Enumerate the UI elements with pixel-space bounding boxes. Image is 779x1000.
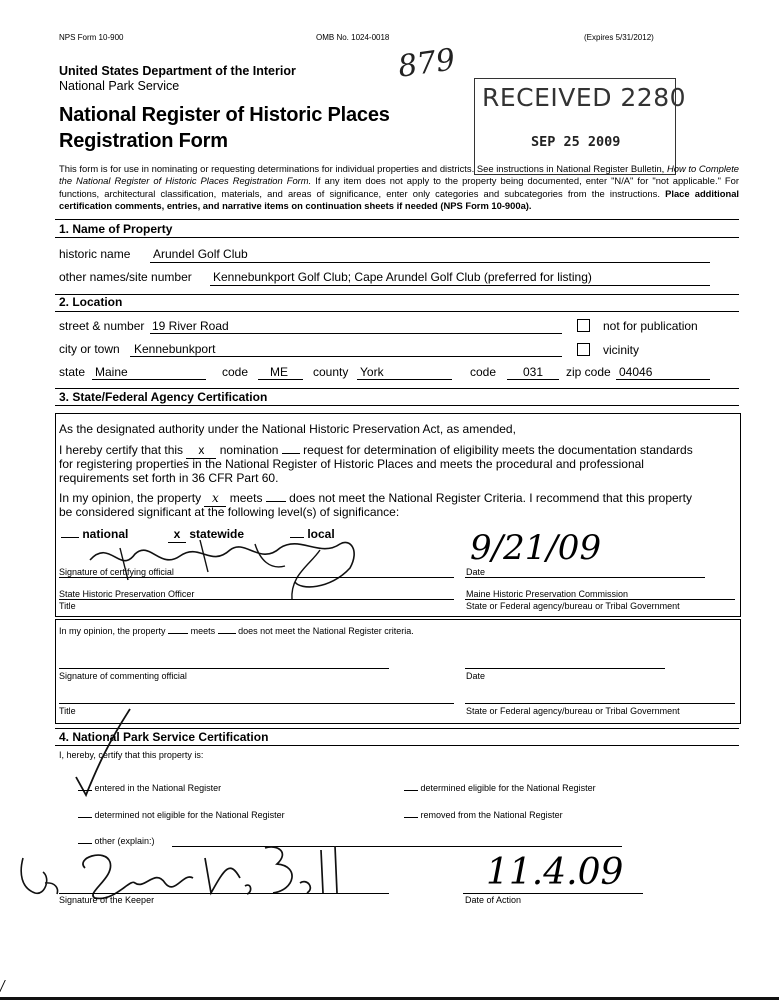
option-entered: entered in the National Register [78,783,221,793]
city-value: Kennebunkport [134,342,216,356]
signature-certifying-label: Signature of certifying official [59,567,174,577]
keeper-date-value: 11.4.09 [486,852,624,893]
section-1-heading: 1. Name of Property [59,222,173,236]
stamp-date: SEP 25 2009 [531,134,621,150]
section-4-heading: 4. National Park Service Certification [59,730,269,744]
keeper-intro: I, hereby, certify that this property is: [59,750,204,760]
street-value: 19 River Road [152,319,229,333]
option-other: other (explain:) [78,836,155,846]
comment-signature-label: Signature of commenting official [59,671,187,681]
option-removed: removed from the National Register [404,810,563,820]
option-determined-eligible: determined eligible for the National Register [404,783,596,793]
not-for-publication-checkbox [577,319,590,332]
stamp-received-text: RECEIVED 2280 [482,83,687,112]
comment-title-label: Title [59,706,76,716]
handwritten-number: 879 [395,42,458,85]
state-value: Maine [95,365,128,379]
county-code-label: code [470,365,497,379]
section-3-heading: 3. State/Federal Agency Certification [59,390,268,404]
other-names-value: Kennebunkport Golf Club; Cape Arundel Golf Club (preferred for listing) [213,270,592,284]
not-for-publication-label: not for publication [603,319,698,333]
shpo-agency-label: State or Federal agency/bureau or Tribal Government [466,601,680,611]
form-title: National Register of Historic Places [59,104,390,126]
vicinity-checkbox [577,343,590,356]
county-code-value: 031 [523,365,544,379]
comment-opinion-text: In my opinion, the property meets does not meet the National Register criteria. [59,626,414,636]
county-value: York [360,365,384,379]
level-national: national [61,528,128,542]
zip-label: zip code [566,365,611,379]
section-2-heading: 2. Location [59,295,123,309]
cert-opinion-line1: In my opinion, the property x meets does not meet the National Register Criteria. I recommend that this property [59,491,692,505]
state-label: state [59,365,86,379]
form-subtitle: Registration Form [59,130,228,152]
department-name: United States Department of the Interior [59,64,296,78]
option-not-eligible: determined not eligible for the National Register [78,810,285,820]
shpo-title-label: Title [59,601,76,611]
historic-name-label: historic name [59,247,131,261]
comment-agency-label: State or Federal agency/bureau or Tribal Government [466,706,680,716]
form-number: NPS Form 10-900 [59,33,124,42]
other-names-label: other names/site number [59,270,192,284]
cert-authority-text: As the designated authority under the National Historic Preservation Act, as amended, [59,422,516,436]
shpo-date-value: 9/21/09 [470,528,602,568]
state-code-value: ME [270,365,288,379]
keeper-signature-label: Signature of the Keeper [59,895,155,905]
county-label: county [313,365,349,379]
scan-mark [0,980,16,992]
cert-statement-line1: I hereby certify that this x nomination request for determination of eligibility meets the documentation standards [59,443,693,457]
vicinity-label: vicinity [603,343,640,357]
zip-value: 04046 [619,365,653,379]
cert-statement-line2: for registering properties in the National Register of Historic Places and meets the procedural and professional [59,457,644,471]
shpo-agency-value: Maine Historic Preservation Commission [466,589,629,599]
street-label: street & number [59,319,145,333]
shpo-date-label: Date [466,567,486,577]
cert-statement-line3: requirements set forth in 36 CFR Part 60. [59,471,279,485]
signature-tail [280,545,330,605]
cert-opinion-line2: be considered significant at the following level(s) of significance: [59,505,400,519]
form-instructions: This form is for use in nominating or requesting determinations for individual properties and districts. See instructions in National Register Bulletin, How to Complete the National Register of Historic Places Registration Form. If any item does not apply to the property being documented, enter "N/A" for "not applicable." For functions, architectural classification, materials, and areas of significance, enter only categories and subcategories from the instructions. Place additional certification comments, entries, and narrative items on continuation sheets if needed (NPS Form 10-900a). [59,163,740,212]
omb-number: OMB No. 1024-0018 [316,33,390,42]
keeper-date-label: Date of Action [465,895,522,905]
expiration-date: (Expires 5/31/2012) [584,33,654,42]
historic-name-value: Arundel Golf Club [153,247,248,261]
level-local: local [290,528,335,542]
city-label: city or town [59,342,120,356]
service-name: National Park Service [59,79,180,93]
level-statewide: x statewide [168,528,244,543]
shpo-title-value: State Historic Preservation Officer [59,589,195,599]
state-code-label: code [222,365,249,379]
comment-date-label: Date [466,671,486,681]
